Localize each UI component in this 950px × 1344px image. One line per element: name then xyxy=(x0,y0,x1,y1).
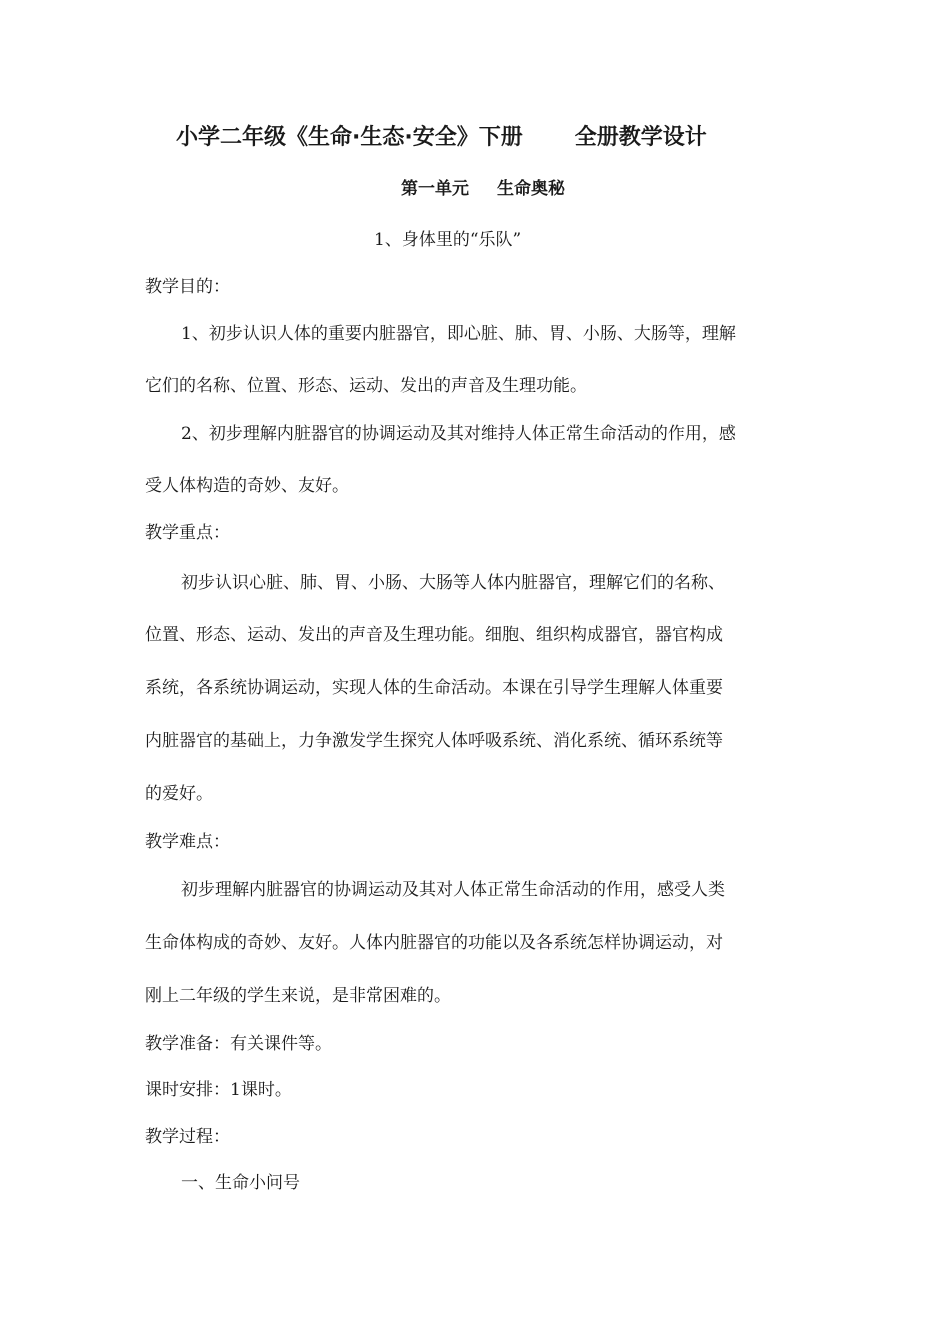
difficulties-heading: 教学难点： xyxy=(145,832,230,852)
process-heading: 教学过程： xyxy=(145,1127,230,1147)
objective-2-line-1: 2、初步理解内脏器官的协调运动及其对维持人体正常生命活动的作用，感 xyxy=(181,424,736,444)
objectives-heading: 教学目的： xyxy=(145,277,230,297)
key-points-line-4: 内脏器官的基础上，力争激发学生探究人体呼吸系统、消化系统、循环系统等 xyxy=(145,731,723,751)
objective-1-line-2: 它们的名称、位置、形态、运动、发出的声音及生理功能。 xyxy=(145,376,587,396)
difficulties-line-2: 生命体构成的奇妙、友好。人体内脏器官的功能以及各系统怎样协调运动，对 xyxy=(145,933,723,953)
difficulties-line-3: 刚上二年级的学生来说，是非常困难的。 xyxy=(145,986,451,1006)
key-points-heading: 教学重点： xyxy=(145,523,230,543)
section-1-heading: 一、生命小问号 xyxy=(181,1173,300,1193)
objective-1-line-1: 1、初步认识人体的重要内脏器官，即心脏、肺、胃、小肠、大肠等，理解 xyxy=(181,324,736,344)
title-part-2: 全册教学设计 xyxy=(574,125,707,150)
difficulties-line-1: 初步理解内脏器官的协调运动及其对人体正常生命活动的作用，感受人类 xyxy=(181,880,725,900)
key-points-line-3: 系统，各系统协调运动，实现人体的生命活动。本课在引导学生理解人体重要 xyxy=(145,678,723,698)
key-points-line-2: 位置、形态、运动、发出的声音及生理功能。细胞、组织构成器官，器官构成 xyxy=(145,625,723,645)
key-points-line-1: 初步认识心脏、肺、胃、小肠、大肠等人体内脏器官，理解它们的名称、 xyxy=(181,573,725,593)
lesson-title: 1、身体里的“乐队” xyxy=(374,230,522,250)
objective-2-line-2: 受人体构造的奇妙、友好。 xyxy=(145,476,349,496)
unit-number: 第一单元 xyxy=(401,179,469,199)
document-title xyxy=(176,124,707,152)
unit-name: 生命奥秘 xyxy=(497,179,565,199)
key-points-line-5: 的爱好。 xyxy=(145,784,213,804)
unit-heading xyxy=(401,178,565,200)
title-part-1: 小学二年级《生命·生态·安全》下册 xyxy=(176,125,523,150)
schedule: 课时安排：1课时。 xyxy=(145,1080,292,1100)
preparation: 教学准备：有关课件等。 xyxy=(145,1034,332,1054)
